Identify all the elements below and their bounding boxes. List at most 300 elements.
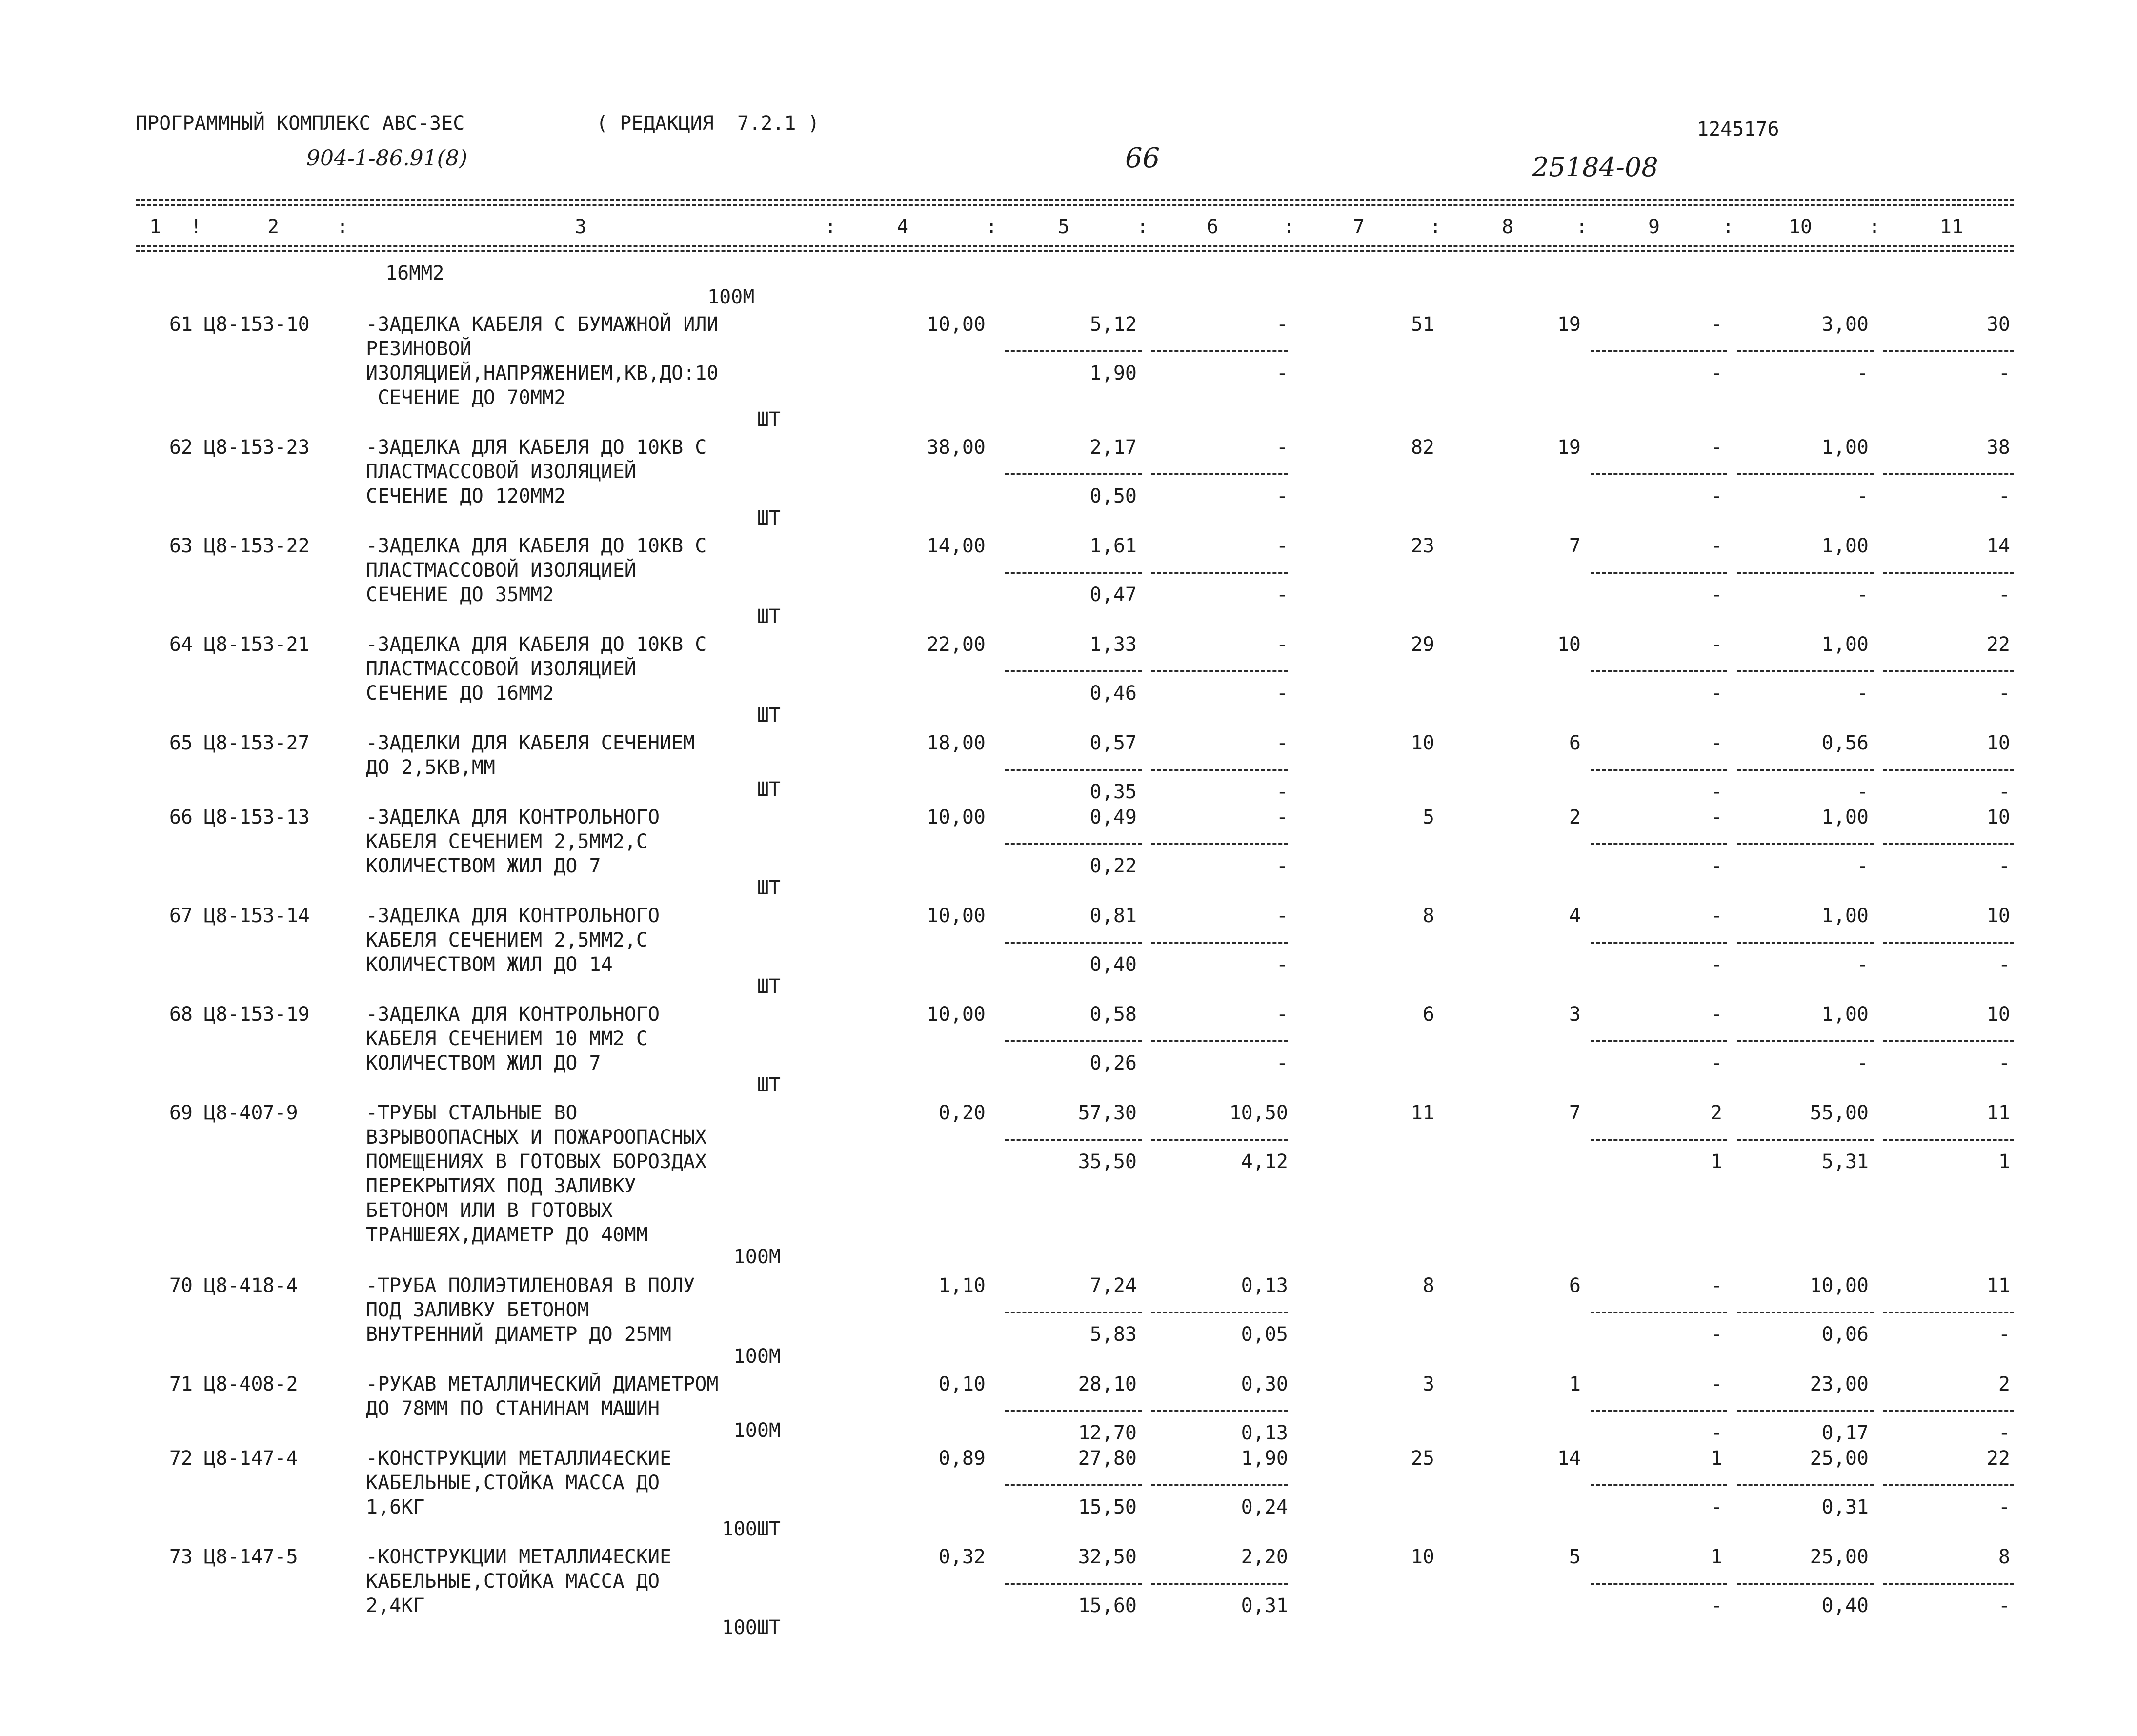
description-line: ВНУТРЕННИЙ ДИАМЕТР ДО 25ММ <box>366 1323 672 1346</box>
col5-bottom: 0,26 <box>1089 1052 1137 1074</box>
col10-bottom: - <box>1856 1052 1869 1074</box>
col11-bottom: - <box>1998 855 2010 877</box>
col5-bottom: 12,70 <box>1078 1422 1137 1444</box>
quantity-cell: 14,00 <box>927 535 986 557</box>
description-line: ПЕРЕКРЫТИЯХ ПОД ЗАЛИВКУ <box>366 1175 636 1197</box>
col9-bottom: - <box>1710 584 1722 606</box>
col11-bottom: - <box>1998 781 2010 803</box>
unit-label: 100ШТ <box>722 1518 781 1540</box>
description-line: -ЗАДЕЛКА ДЛЯ КОНТРОЛЬНОГО <box>366 1003 660 1026</box>
description-line: ВЗРЫВООПАСНЫХ И ПОЖАРООПАСНЫХ <box>366 1126 707 1149</box>
col5-bottom: 15,60 <box>1078 1595 1137 1617</box>
description-line: СЕЧЕНИЕ ДО 120ММ2 <box>366 485 566 507</box>
subtotal-rule <box>1591 942 1727 944</box>
header-rule-bottom-2 <box>136 250 2014 252</box>
col10-top: 10,00 <box>1810 1274 1869 1297</box>
col7-cell: 82 <box>1411 436 1434 459</box>
subtotal-rule <box>1883 473 2014 475</box>
subtotal-rule <box>1005 1583 1142 1585</box>
col5-top: 7,24 <box>1089 1274 1137 1297</box>
subtotal-rule <box>1591 769 1727 771</box>
program-title: ПРОГРАММНЫЙ КОМПЛЕКС АВС-3ЕС <box>136 112 465 135</box>
description-line: СЕЧЕНИЕ ДО 70ММ2 <box>366 386 566 409</box>
subtotal-rule <box>1591 1139 1727 1141</box>
col5-top: 0,57 <box>1089 732 1137 754</box>
description-line: КАБЕЛЬНЫЕ,СТОЙКА МАССА ДО <box>366 1472 660 1494</box>
col5-top: 0,58 <box>1089 1003 1137 1026</box>
col11-top: 2 <box>1998 1373 2010 1395</box>
description-line: КАБЕЛЯ СЕЧЕНИЕМ 2,5ММ2,С <box>366 929 648 951</box>
subtotal-rule <box>1737 942 1874 944</box>
subtotal-rule <box>1005 1312 1142 1313</box>
quantity-cell: 10,00 <box>927 806 986 828</box>
col6-top: - <box>1276 1003 1288 1026</box>
unit-label: 100ШТ <box>722 1616 781 1639</box>
column-header-2: 2 <box>267 216 280 238</box>
col8-cell: 7 <box>1569 1102 1581 1124</box>
col5-top: 27,80 <box>1078 1447 1137 1470</box>
column-header-10: 10 <box>1788 216 1813 238</box>
quantity-cell: 10,00 <box>927 905 986 927</box>
col5-top: 5,12 <box>1089 313 1137 336</box>
col7-cell: 23 <box>1411 535 1434 557</box>
unit-label: ШТ <box>757 704 781 727</box>
col8-cell: 19 <box>1557 313 1581 336</box>
col8-cell: 7 <box>1569 535 1581 557</box>
col8-cell: 3 <box>1569 1003 1581 1026</box>
subtotal-rule <box>1737 350 1874 352</box>
subtotal-rule <box>1737 572 1874 574</box>
col9-top: - <box>1710 1274 1722 1297</box>
rate-code: Ц8-147-5 <box>204 1546 298 1568</box>
col6-top: 1,90 <box>1241 1447 1288 1470</box>
col11-bottom: - <box>1998 1496 2010 1518</box>
column-header-5: 5 <box>1057 216 1070 238</box>
subtotal-rule <box>1591 1410 1727 1412</box>
col8-cell: 5 <box>1569 1546 1581 1568</box>
unit-label: ШТ <box>757 975 781 998</box>
quantity-cell: 0,32 <box>938 1546 986 1568</box>
col11-top: 38 <box>1986 436 2010 459</box>
continuation-unit: 100М <box>707 286 755 308</box>
subtotal-rule <box>1151 350 1288 352</box>
description-line: ПЛАСТМАССОВОЙ ИЗОЛЯЦИЕЙ <box>366 461 636 483</box>
unit-label: ШТ <box>757 606 781 628</box>
col8-cell: 2 <box>1569 806 1581 828</box>
column-header-4: 4 <box>896 216 909 238</box>
row-number: 65 <box>169 732 193 754</box>
subtotal-rule <box>1005 843 1142 845</box>
col9-top: 1 <box>1710 1447 1722 1470</box>
description-line: 2,4КГ <box>366 1595 425 1617</box>
handwritten-code: 25184-08 <box>1532 152 1658 182</box>
description-line: СЕЧЕНИЕ ДО 16ММ2 <box>366 682 554 705</box>
description-line: -ЗАДЕЛКА КАБЕЛЯ С БУМАЖНОЙ ИЛИ <box>366 313 719 336</box>
col9-top: - <box>1710 633 1722 656</box>
subtotal-rule <box>1883 1139 2014 1141</box>
col11-bottom: - <box>1998 1595 2010 1617</box>
description-line: 1,6КГ <box>366 1496 425 1518</box>
col9-bottom: - <box>1710 1323 1722 1346</box>
subtotal-rule <box>1591 1040 1727 1042</box>
col10-top: 23,00 <box>1810 1373 1869 1395</box>
col10-bottom: - <box>1856 781 1869 803</box>
col6-bottom: - <box>1276 953 1288 976</box>
quantity-cell: 38,00 <box>927 436 986 459</box>
column-separator: : <box>1283 216 1295 238</box>
col5-top: 57,30 <box>1078 1102 1137 1124</box>
subtotal-rule <box>1005 942 1142 944</box>
quantity-cell: 18,00 <box>927 732 986 754</box>
col9-bottom: - <box>1710 1052 1722 1074</box>
col6-bottom: - <box>1276 362 1288 384</box>
col10-top: 1,00 <box>1821 436 1869 459</box>
subtotal-rule <box>1151 843 1288 845</box>
description-line: -ЗАДЕЛКА ДЛЯ КАБЕЛЯ ДО 10КВ С <box>366 633 707 656</box>
col10-bottom: 0,06 <box>1821 1323 1869 1346</box>
col9-bottom: - <box>1710 1422 1722 1444</box>
edition-label: ( РЕДАКЦИЯ 7.2.1 ) <box>596 112 820 135</box>
col6-top: 2,20 <box>1241 1546 1288 1568</box>
col11-top: 8 <box>1998 1546 2010 1568</box>
description-line: РЕЗИНОВОЙ <box>366 338 472 360</box>
col6-bottom: - <box>1276 682 1288 705</box>
description-line: -ЗАДЕЛКА ДЛЯ КОНТРОЛЬНОГО <box>366 905 660 927</box>
subtotal-rule <box>1151 1139 1288 1141</box>
col11-top: 11 <box>1986 1102 2010 1124</box>
unit-label: 100М <box>733 1419 781 1442</box>
quantity-cell: 10,00 <box>927 313 986 336</box>
col9-bottom: - <box>1710 1496 1722 1518</box>
subtotal-rule <box>1005 1139 1142 1141</box>
subtotal-rule <box>1883 350 2014 352</box>
subtotal-rule <box>1883 1583 2014 1585</box>
rate-code: Ц8-408-2 <box>204 1373 298 1395</box>
project-code: 904-1-86.91(8) <box>306 146 467 171</box>
subtotal-rule <box>1737 1040 1874 1042</box>
unit-label: ШТ <box>757 778 781 801</box>
col5-bottom: 15,50 <box>1078 1496 1137 1518</box>
col9-bottom: 1 <box>1710 1151 1722 1173</box>
subtotal-rule <box>1737 769 1874 771</box>
column-separator: : <box>1576 216 1588 238</box>
col9-top: - <box>1710 732 1722 754</box>
quantity-cell: 0,10 <box>938 1373 986 1395</box>
subtotal-rule <box>1151 1484 1288 1486</box>
rate-code: Ц8-153-22 <box>204 535 310 557</box>
row-number: 67 <box>169 905 193 927</box>
column-separator: : <box>825 216 837 238</box>
unit-label: ШТ <box>757 507 781 529</box>
subtotal-rule <box>1151 670 1288 672</box>
column-separator: : <box>1869 216 1881 238</box>
subtotal-rule <box>1151 473 1288 475</box>
col7-cell: 29 <box>1411 633 1434 656</box>
col8-cell: 6 <box>1569 1274 1581 1297</box>
col10-bottom: 0,31 <box>1821 1496 1869 1518</box>
subtotal-rule <box>1005 1410 1142 1412</box>
quantity-cell: 0,20 <box>938 1102 986 1124</box>
column-separator: : <box>1722 216 1734 238</box>
col7-cell: 8 <box>1422 1274 1434 1297</box>
col9-bottom: - <box>1710 362 1722 384</box>
column-header-9: 9 <box>1648 216 1660 238</box>
row-number: 61 <box>169 313 193 336</box>
description-line: -ЗАДЕЛКА ДЛЯ КАБЕЛЯ ДО 10КВ С <box>366 535 707 557</box>
description-line: ПОМЕЩЕНИЯХ В ГОТОВЫХ БОРОЗДАХ <box>366 1151 707 1173</box>
col6-top: - <box>1276 313 1288 336</box>
continuation-text: 16ММ2 <box>385 262 444 284</box>
col9-bottom: - <box>1710 781 1722 803</box>
subtotal-rule <box>1151 1583 1288 1585</box>
col8-cell: 1 <box>1569 1373 1581 1395</box>
subtotal-rule <box>1005 572 1142 574</box>
description-line: -РУКАВ МЕТАЛЛИЧЕСКИЙ ДИАМЕТРОМ <box>366 1373 719 1395</box>
col7-cell: 11 <box>1411 1102 1434 1124</box>
col5-bottom: 0,35 <box>1089 781 1137 803</box>
col7-cell: 10 <box>1411 1546 1434 1568</box>
subtotal-rule <box>1883 572 2014 574</box>
col7-cell: 25 <box>1411 1447 1434 1470</box>
col8-cell: 19 <box>1557 436 1581 459</box>
rate-code: Ц8-153-14 <box>204 905 310 927</box>
subtotal-rule <box>1883 1040 2014 1042</box>
col5-top: 1,61 <box>1089 535 1137 557</box>
subtotal-rule <box>1591 350 1727 352</box>
col11-top: 22 <box>1986 1447 2010 1470</box>
subtotal-rule <box>1737 1410 1874 1412</box>
column-header-3: 3 <box>574 216 587 238</box>
col11-bottom: - <box>1998 953 2010 976</box>
col10-bottom: 0,40 <box>1821 1595 1869 1617</box>
col6-bottom: - <box>1276 1052 1288 1074</box>
unit-label: ШТ <box>757 877 781 899</box>
col9-top: 2 <box>1710 1102 1722 1124</box>
subtotal-rule <box>1883 843 2014 845</box>
subtotal-rule <box>1883 1410 2014 1412</box>
col9-top: - <box>1710 436 1722 459</box>
col11-bottom: - <box>1998 1323 2010 1346</box>
col9-top: 1 <box>1710 1546 1722 1568</box>
col11-top: 30 <box>1986 313 2010 336</box>
col11-bottom: - <box>1998 682 2010 705</box>
description-line: -КОНСТРУКЦИИ МЕТАЛЛИ4ЕСКИЕ <box>366 1546 672 1568</box>
subtotal-rule <box>1591 572 1727 574</box>
col6-bottom: - <box>1276 485 1288 507</box>
col9-top: - <box>1710 313 1722 336</box>
col5-top: 28,10 <box>1078 1373 1137 1395</box>
subtotal-rule <box>1591 1583 1727 1585</box>
subtotal-rule <box>1883 1484 2014 1486</box>
description-line: ИЗОЛЯЦИЕЙ,НАПРЯЖЕНИЕМ,КВ,ДО:10 <box>366 362 719 384</box>
col7-cell: 51 <box>1411 313 1434 336</box>
subtotal-rule <box>1151 1410 1288 1412</box>
col10-top: 1,00 <box>1821 633 1869 656</box>
col6-top: - <box>1276 535 1288 557</box>
quantity-cell: 1,10 <box>938 1274 986 1297</box>
col5-bottom: 0,50 <box>1089 485 1137 507</box>
description-line: -ЗАДЕЛКА ДЛЯ КАБЕЛЯ ДО 10КВ С <box>366 436 707 459</box>
col5-top: 2,17 <box>1089 436 1137 459</box>
subtotal-rule <box>1883 1312 2014 1313</box>
col11-bottom: 1 <box>1998 1151 2010 1173</box>
col10-top: 25,00 <box>1810 1447 1869 1470</box>
column-separator: : <box>337 216 349 238</box>
col10-top: 1,00 <box>1821 1003 1869 1026</box>
column-separator: : <box>1430 216 1442 238</box>
subtotal-rule <box>1005 1484 1142 1486</box>
subtotal-rule <box>1737 473 1874 475</box>
row-number: 71 <box>169 1373 193 1395</box>
column-header-1: 1 <box>149 216 161 238</box>
rate-code: Ц8-153-21 <box>204 633 310 656</box>
column-header-6: 6 <box>1206 216 1219 238</box>
rate-code: Ц8-153-23 <box>204 436 310 459</box>
column-separator: ! <box>190 216 202 238</box>
col9-bottom: - <box>1710 682 1722 705</box>
col5-top: 32,50 <box>1078 1546 1137 1568</box>
row-number: 73 <box>169 1546 193 1568</box>
rate-code: Ц8-153-27 <box>204 732 310 754</box>
row-number: 62 <box>169 436 193 459</box>
description-line: КАБЕЛЯ СЕЧЕНИЕМ 2,5ММ2,С <box>366 830 648 853</box>
rate-code: Ц8-153-13 <box>204 806 310 828</box>
quantity-cell: 22,00 <box>927 633 986 656</box>
col5-bottom: 0,22 <box>1089 855 1137 877</box>
col9-bottom: - <box>1710 953 1722 976</box>
col5-bottom: 5,83 <box>1089 1323 1137 1346</box>
col5-bottom: 0,40 <box>1089 953 1137 976</box>
col11-bottom: - <box>1998 362 2010 384</box>
header-rule-bottom <box>136 245 2014 247</box>
col6-bottom: 0,13 <box>1241 1422 1288 1444</box>
subtotal-rule <box>1151 942 1288 944</box>
col6-bottom: 0,31 <box>1241 1595 1288 1617</box>
col9-bottom: - <box>1710 855 1722 877</box>
subtotal-rule <box>1737 1312 1874 1313</box>
col5-bottom: 0,47 <box>1089 584 1137 606</box>
column-header-11: 11 <box>1939 216 1964 238</box>
col9-top: - <box>1710 806 1722 828</box>
col6-bottom: - <box>1276 855 1288 877</box>
col5-bottom: 35,50 <box>1078 1151 1137 1173</box>
col10-top: 3,00 <box>1821 313 1869 336</box>
unit-label: 100М <box>733 1345 781 1368</box>
description-line: ПЛАСТМАССОВОЙ ИЗОЛЯЦИЕЙ <box>366 658 636 680</box>
subtotal-rule <box>1737 1484 1874 1486</box>
col9-bottom: - <box>1710 1595 1722 1617</box>
description-line: БЕТОНОМ ИЛИ В ГОТОВЫХ <box>366 1199 613 1222</box>
col6-top: - <box>1276 806 1288 828</box>
col5-top: 1,33 <box>1089 633 1137 656</box>
col11-top: 10 <box>1986 732 2010 754</box>
document-code: 1245176 <box>1697 118 1779 141</box>
subtotal-rule <box>1737 843 1874 845</box>
description-line: СЕЧЕНИЕ ДО 35ММ2 <box>366 584 554 606</box>
col10-bottom: - <box>1856 485 1869 507</box>
subtotal-rule <box>1005 769 1142 771</box>
col5-bottom: 1,90 <box>1089 362 1137 384</box>
description-line: -ЗАДЕЛКИ ДЛЯ КАБЕЛЯ СЕЧЕНИЕМ <box>366 732 695 754</box>
col8-cell: 4 <box>1569 905 1581 927</box>
col11-top: 10 <box>1986 806 2010 828</box>
description-line: -ТРУБА ПОЛИЭТИЛЕНОВАЯ В ПОЛУ <box>366 1274 695 1297</box>
subtotal-rule <box>1005 1040 1142 1042</box>
page-number: 66 <box>1125 142 1160 174</box>
unit-label: 100М <box>733 1246 781 1268</box>
unit-label: ШТ <box>757 1074 781 1096</box>
description-line: -КОНСТРУКЦИИ МЕТАЛЛИ4ЕСКИЕ <box>366 1447 672 1470</box>
col6-top: - <box>1276 633 1288 656</box>
col10-bottom: - <box>1856 682 1869 705</box>
column-header-7: 7 <box>1352 216 1365 238</box>
col10-top: 1,00 <box>1821 905 1869 927</box>
subtotal-rule <box>1151 1312 1288 1313</box>
col11-bottom: - <box>1998 1052 2010 1074</box>
col7-cell: 8 <box>1422 905 1434 927</box>
col6-bottom: 4,12 <box>1241 1151 1288 1173</box>
header-rule-top-2 <box>136 204 2014 206</box>
unit-label: ШТ <box>757 408 781 431</box>
col6-top: 10,50 <box>1229 1102 1288 1124</box>
subtotal-rule <box>1883 942 2014 944</box>
rate-code: Ц8-418-4 <box>204 1274 298 1297</box>
col10-top: 55,00 <box>1810 1102 1869 1124</box>
col7-cell: 3 <box>1422 1373 1434 1395</box>
col10-top: 1,00 <box>1821 806 1869 828</box>
subtotal-rule <box>1883 769 2014 771</box>
col5-top: 0,49 <box>1089 806 1137 828</box>
col11-top: 22 <box>1986 633 2010 656</box>
col11-top: 10 <box>1986 1003 2010 1026</box>
col10-top: 1,00 <box>1821 535 1869 557</box>
description-line: КОЛИЧЕСТВОМ ЖИЛ ДО 7 <box>366 1052 601 1074</box>
col10-bottom: - <box>1856 362 1869 384</box>
quantity-cell: 10,00 <box>927 1003 986 1026</box>
description-line: ДО 2,5КВ,ММ <box>366 756 495 779</box>
description-line: ПЛАСТМАССОВОЙ ИЗОЛЯЦИЕЙ <box>366 559 636 582</box>
col11-top: 11 <box>1986 1274 2010 1297</box>
col11-top: 14 <box>1986 535 2010 557</box>
col10-bottom: - <box>1856 584 1869 606</box>
col11-bottom: - <box>1998 584 2010 606</box>
description-line: КАБЕЛЯ СЕЧЕНИЕМ 10 ММ2 С <box>366 1028 648 1050</box>
row-number: 70 <box>169 1274 193 1297</box>
rate-code: Ц8-153-10 <box>204 313 310 336</box>
header-rule-top <box>136 199 2014 201</box>
column-header-8: 8 <box>1501 216 1514 238</box>
quantity-cell: 0,89 <box>938 1447 986 1470</box>
description-line: КАБЕЛЬНЫЕ,СТОЙКА МАССА ДО <box>366 1570 660 1593</box>
description-line: ТРАНШЕЯХ,ДИАМЕТР ДО 40ММ <box>366 1224 648 1246</box>
row-number: 63 <box>169 535 193 557</box>
subtotal-rule <box>1151 1040 1288 1042</box>
col10-bottom: 5,31 <box>1821 1151 1869 1173</box>
description-line: КОЛИЧЕСТВОМ ЖИЛ ДО 14 <box>366 953 613 976</box>
col6-bottom: 0,24 <box>1241 1496 1288 1518</box>
row-number: 66 <box>169 806 193 828</box>
subtotal-rule <box>1591 1484 1727 1486</box>
col8-cell: 14 <box>1557 1447 1581 1470</box>
rate-code: Ц8-407-9 <box>204 1102 298 1124</box>
col8-cell: 6 <box>1569 732 1581 754</box>
subtotal-rule <box>1151 572 1288 574</box>
col9-bottom: - <box>1710 485 1722 507</box>
col11-bottom: - <box>1998 1422 2010 1444</box>
subtotal-rule <box>1005 473 1142 475</box>
description-line: ПОД ЗАЛИВКУ БЕТОНОМ <box>366 1299 589 1321</box>
col5-bottom: 0,46 <box>1089 682 1137 705</box>
